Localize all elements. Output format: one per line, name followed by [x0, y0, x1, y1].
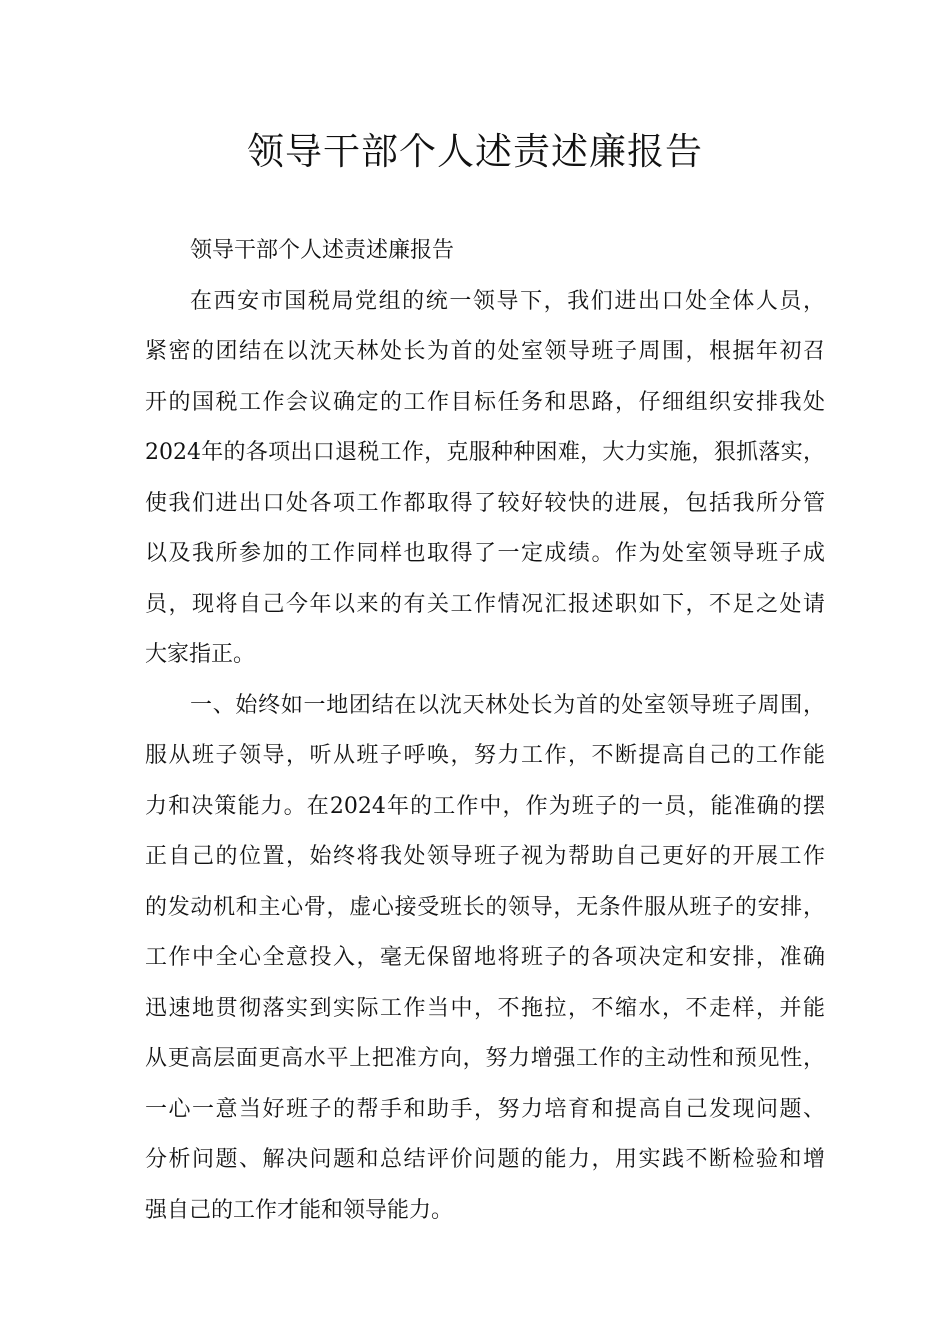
- paragraph-line: 员，现将自己今年以来的有关工作情况汇报述职如下，不足之处请: [145, 591, 825, 617]
- paragraph-line: 正自己的位置，始终将我处领导班子视为帮助自己更好的开展工作: [145, 844, 825, 869]
- paragraph-line: 使我们进出口处各项工作都取得了较好较快的进展，包括我所分管: [145, 490, 825, 516]
- paragraph-line: 工作中全心全意投入，毫无保留地将班子的各项决定和安排，准确: [145, 945, 825, 970]
- document-title: 领导干部个人述责述廉报告: [247, 130, 703, 173]
- paragraph-line: 的发动机和主心骨，虚心接受班长的领导，无条件服从班子的安排，: [145, 894, 825, 920]
- paragraph-line: 从更高层面更高水平上把准方向，努力增强工作的主动性和预见性，: [145, 1046, 825, 1071]
- paragraph-line: 分析问题、解决问题和总结评价问题的能力，用实践不断检验和增: [145, 1147, 825, 1172]
- paragraph-line: 迅速地贯彻落实到实际工作当中，不拖拉，不缩水，不走样，并能: [145, 995, 825, 1021]
- paragraph-line: 以及我所参加的工作同样也取得了一定成绩。作为处室领导班子成: [145, 541, 825, 566]
- paragraph-line: 强自己的工作才能和领导能力。: [145, 1197, 454, 1223]
- paragraph-line: 开的国税工作会议确定的工作目标任务和思路，仔细组织安排我处: [145, 389, 825, 415]
- paragraph-line: 2024年的各项出口退税工作，克服种种困难，大力实施，狠抓落实，: [145, 440, 825, 465]
- paragraph-line: 一心一意当好班子的帮手和助手，努力培育和提高自己发现问题、: [145, 1096, 825, 1122]
- paragraph-line: 在西安市国税局党组的统一领导下，我们进出口处全体人员，: [190, 288, 825, 314]
- paragraph-line: 一、始终如一地团结在以沈天林处长为首的处室领导班子周围，: [190, 692, 825, 718]
- paragraph-line: 大家指正。: [145, 642, 256, 667]
- paragraph-line: 服从班子领导，听从班子呼唤，努力工作，不断提高自己的工作能: [145, 743, 825, 768]
- paragraph-line: 紧密的团结在以沈天林处长为首的处室领导班子周围，根据年初召: [145, 339, 825, 364]
- document-body: [145, 226, 825, 1236]
- paragraph-line: 力和决策能力。在2024年的工作中，作为班子的一员，能准确的摆: [145, 793, 825, 819]
- subtitle-line: 领导干部个人述责述廉报告: [190, 238, 455, 263]
